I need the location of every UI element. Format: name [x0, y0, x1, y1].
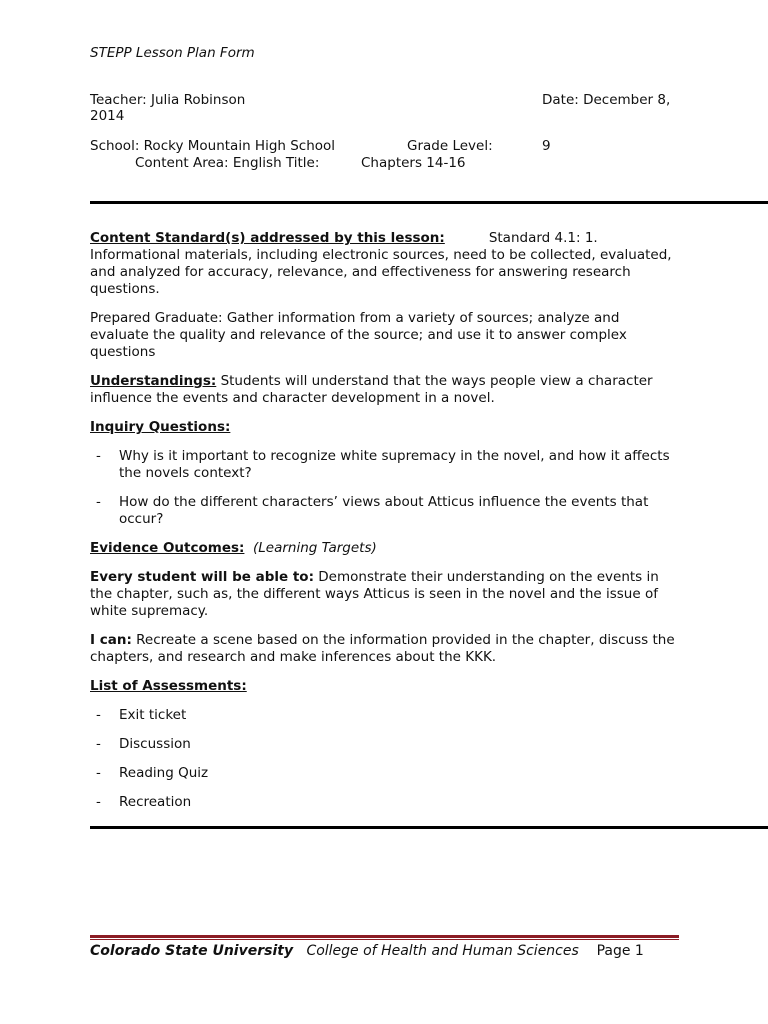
- bullet-dash: -: [96, 707, 101, 723]
- bullet-dash: -: [96, 765, 101, 781]
- grade-level-label: Grade Level:: [407, 138, 493, 154]
- grade-level-value: 9: [542, 138, 551, 154]
- list-item: [90, 448, 680, 482]
- footer-college: College of Health and Human Sciences: [306, 943, 579, 959]
- i-can-text: Recreate a scene based on the information provided in the chapter, discuss the chapters, and research and make inferences about the KKK.: [90, 632, 675, 665]
- every-student-text: Demonstrate their understanding on the events in the chapter, such as, the different ways Atticus is seen in the novel and the issue of white supremacy.: [90, 569, 659, 619]
- inquiry-question-text: Why is it important to recognize white supremacy in the novel, and how it affects the novels context?: [119, 448, 670, 481]
- evidence-outcomes-section: [90, 540, 680, 557]
- bullet-dash: -: [96, 448, 101, 464]
- list-item: [90, 494, 680, 528]
- lesson-title: Chapters 14-16: [361, 155, 466, 171]
- inquiry-questions-list: [90, 448, 680, 528]
- inquiry-questions-heading: Inquiry Questions:: [90, 419, 231, 435]
- i-can-label: I can:: [90, 632, 132, 648]
- every-student-section: [90, 569, 680, 620]
- content-standards-heading: Content Standard(s) addressed by this lesson:: [90, 230, 445, 246]
- lesson-content: [90, 230, 680, 823]
- content-standards-text: Standard 4.1: 1. Informational materials, including electronic sources, need to be collected, evaluated, and analyzed for accuracy, relevance, and effectiveness for answering research questions.: [90, 230, 672, 297]
- list-item: [90, 707, 680, 724]
- inquiry-question-text: How do the different characters’ views about Atticus influence the events that occur?: [119, 494, 649, 527]
- page-footer: [90, 943, 644, 959]
- form-title: STEPP Lesson Plan Form: [90, 45, 255, 61]
- teacher-name: Teacher: Julia Robinson: [90, 92, 246, 108]
- header-divider: [90, 201, 768, 204]
- content-area: Content Area: English Title:: [135, 155, 320, 171]
- assessment-item: Discussion: [119, 736, 191, 752]
- assessment-item: Exit ticket: [119, 707, 187, 723]
- bullet-dash: -: [96, 736, 101, 752]
- understandings-text: Students will understand that the ways people view a character influence the events and character development in a novel.: [90, 373, 653, 406]
- list-item: [90, 736, 680, 753]
- bullet-dash: -: [96, 794, 101, 810]
- content-standards-section: [90, 230, 680, 298]
- date-line-2: 2014: [90, 108, 125, 124]
- footer-page-number: Page 1: [596, 943, 644, 959]
- assessment-item: Recreation: [119, 794, 192, 810]
- evidence-outcomes-heading: Evidence Outcomes:: [90, 540, 245, 556]
- bullet-dash: -: [96, 494, 101, 510]
- list-item: [90, 765, 680, 782]
- footer-university: Colorado State University: [90, 943, 294, 959]
- every-student-label: Every student will be able to:: [90, 569, 314, 585]
- assessments-heading: List of Assessments:: [90, 678, 247, 694]
- footer-rule-thin: [90, 939, 679, 940]
- date-line-1: Date: December 8,: [542, 92, 671, 108]
- assessment-item: Reading Quiz: [119, 765, 209, 781]
- evidence-outcomes-subtitle: (Learning Targets): [253, 540, 377, 556]
- understandings-section: [90, 373, 680, 407]
- list-item: [90, 794, 680, 811]
- content-divider: [90, 826, 768, 829]
- prepared-graduate: Prepared Graduate: Gather information from a variety of sources; analyze and evaluate the quality and relevance of the source; and use it to answer complex questions: [90, 310, 627, 360]
- school-name: School: Rocky Mountain High School: [90, 138, 336, 154]
- understandings-heading: Understandings:: [90, 373, 217, 389]
- footer-rule-thick: [90, 935, 679, 938]
- assessments-list: [90, 707, 680, 811]
- i-can-section: [90, 632, 680, 666]
